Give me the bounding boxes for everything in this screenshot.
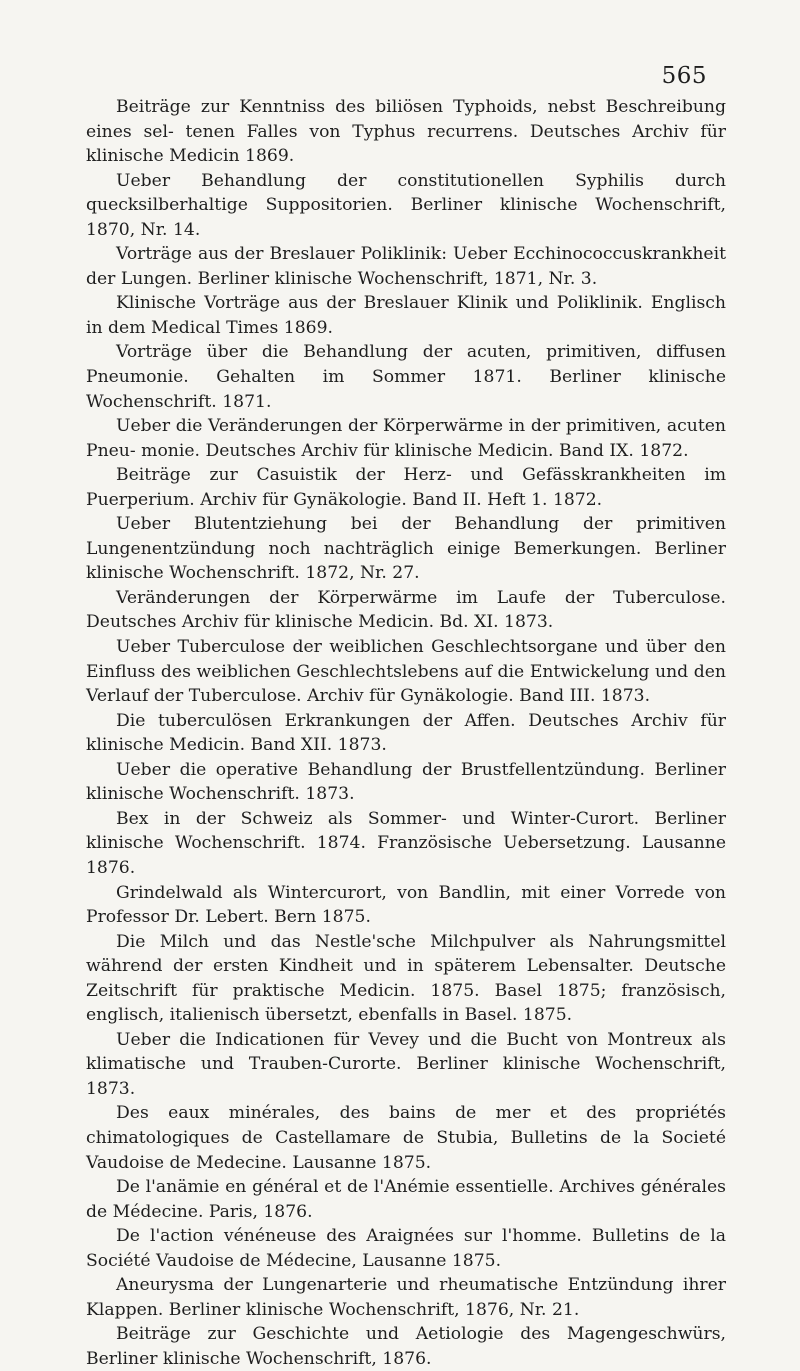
bibliography-entry: Beiträge zur Kenntniss des biliösen Typhoids, nebst Beschreibung eines sel- tenen Falles von Typhus recurrens. Deutsches Archiv für klinische Medicin 1869. [86,97,726,167]
bibliography-entry: Vorträge aus der Breslauer Poliklinik: Ueber Ecchinococcuskrankheit der Lungen. Berliner klinische Wochenschrift, 1871, Nr. 3. [86,244,726,289]
bibliography-entry: Beiträge zur Casuistik der Herz- und Gefässkrankheiten im Puerperium. Archiv für Gynäkologie. Band II. Heft 1. 1872. [86,465,726,510]
bibliography-entry: Die Milch und das Nestle'sche Milchpulver als Nahrungsmittel während der ersten Kindheit und in späterem Lebensalter. Deutsche Zeitschrift für praktische Medicin. 1875. Basel 1875; französisch, englisch, italienisch übersetzt, ebenfalls in Basel. 1875. [86,931,726,1026]
bibliography-entry: Veränderungen der Körperwärme im Laufe der Tuberculose. Deutsches Archiv für klinische Medicin. Bd. XI. 1873. [86,587,726,633]
bibliography-entry: Grindelwald als Wintercurort, von Bandlin, mit einer Vorrede von Professor Dr. Lebert. Bern 1875. [86,882,726,928]
bibliography-entry: Aneurysma der Lungenarterie und rheumatische Entzündung ihrer Klappen. Berliner klinische Wochenschrift, 1876, Nr. 21. [86,1275,726,1320]
bibliography-entry: Klinische Vorträge aus der Breslauer Klinik und Poliklinik. Englisch in dem Medical Times 1869. [86,293,726,338]
bibliography-entry: Beiträge zur Geschichte und Aetiologie des Magengeschwürs, Berliner klinische Wochenschrift, 1876. [86,1324,726,1369]
bibliography-entry: Bex in der Schweiz als Sommer- und Winter-Curort. Berliner klinische Wochenschrift. 1874. Französische Uebersetzung. Lausanne 1876. [86,808,726,878]
bibliography-entry: Vorträge über die Behandlung der acuten, primitiven, diffusen Pneumonie. Gehalten im Sommer 1871. Berliner klinische Wochenschrift. 1871. [86,342,726,412]
bibliography-entry: Ueber Tuberculose der weiblichen Geschlechtsorgane und über den Einfluss des weiblichen Geschlechtslebens auf die Entwickelung und den Verlauf der Tuberculose. Archiv für Gynäkologie. Band III. 1873. [86,637,726,707]
bibliography-entry: Die tuberculösen Erkrankungen der Affen. Deutsches Archiv für klinische Medicin. Band XII. 1873. [86,710,726,756]
bibliography-entry: Ueber Blutentziehung bei der Behandlung der primitiven Lungenentzündung noch nachträglich einige Bemerkungen. Berliner klinische Wochenschrift. 1872, Nr. 27. [86,514,726,584]
bibliography-entry: Ueber die operative Behandlung der Brustfellentzündung. Berliner klinische Wochenschrift. 1873. [86,759,726,805]
bibliography-entry: Ueber Behandlung der constitutionellen Syphilis durch quecksilberhaltige Suppositorien. Berliner klinische Wochenschrift, 1870, Nr. 14. [86,170,726,240]
bibliography-entry: Ueber die Indicationen für Vevey und die Bucht von Montreux als klimatische und Trauben-Curorte. Berliner klinische Wochenschrift, 1873. [86,1029,726,1099]
bibliography-entry: Des eaux minérales, des bains de mer et des propriétés chimatologiques de Castellamare de Stubia, Bulletins de la Societé Vaudoise de Medecine. Lausanne 1875. [86,1103,726,1173]
page-number: 565 [661,63,707,89]
bibliography-entry: Ueber die Veränderungen der Körperwärme in der primitiven, acuten Pneu- monie. Deutsches Archiv für klinische Medicin. Band IX. 1872. [86,416,726,461]
bibliography-entry: De l'action vénéneuse des Araignées sur l'homme. Bulletins de la Société Vaudoise de Médecine, Lausanne 1875. [86,1226,726,1271]
bibliography-list [86,95,726,1371]
bibliography-entry: De l'anämie en général et de l'Anémie essentielle. Archives générales de Médecine. Paris, 1876. [86,1177,726,1222]
